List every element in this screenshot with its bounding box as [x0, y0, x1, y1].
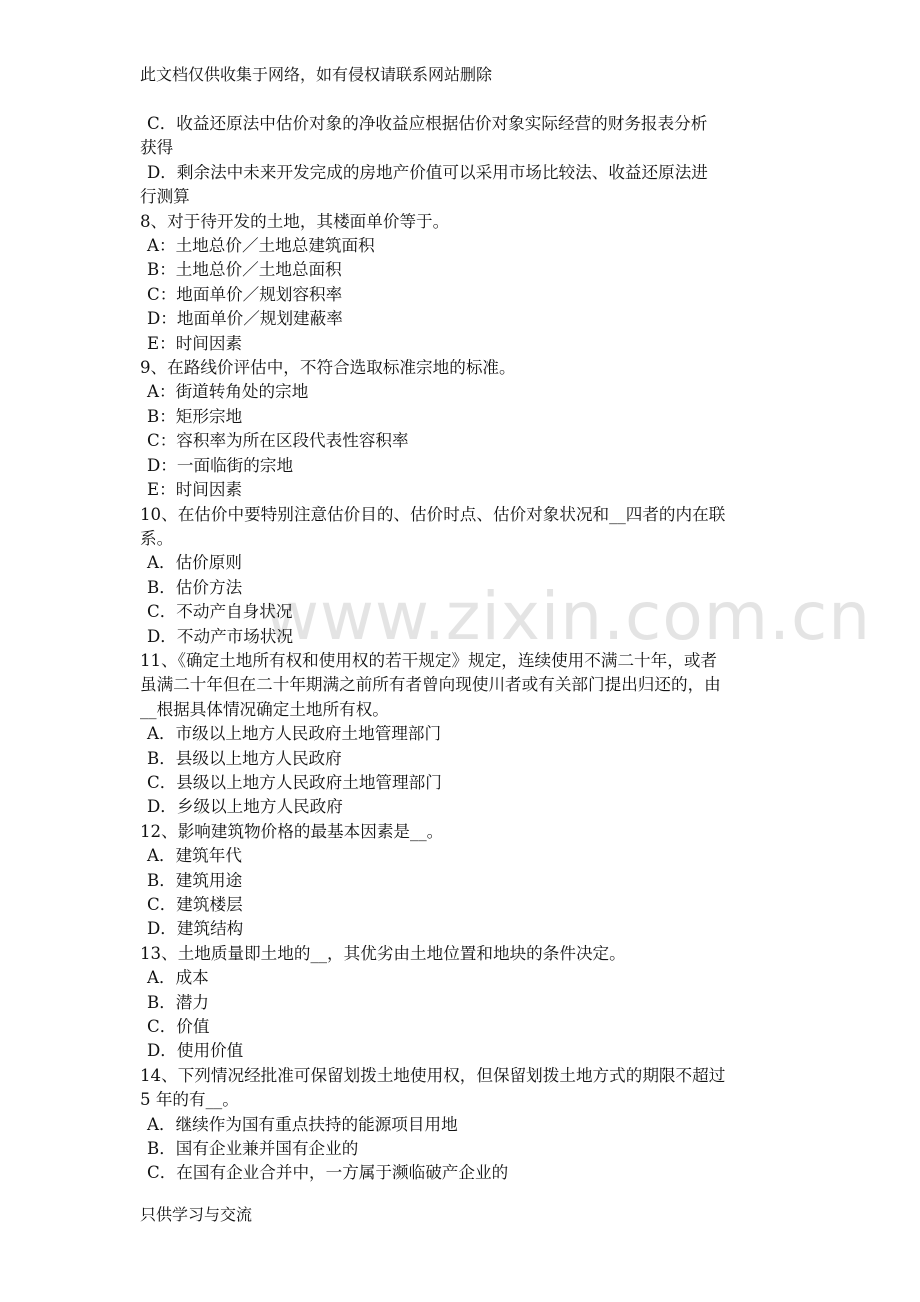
- question-text: 12、影响建筑物价格的最基本因素是__。: [140, 821, 444, 841]
- question-text: 行测算: [140, 187, 190, 207]
- answer-option: A．估价原则: [147, 553, 242, 573]
- answer-option: C．收益还原法中估价对象的净收益应根据估价对象实际经营的财务报表分析: [147, 114, 708, 133]
- answer-option: C：容积率为所在区段代表性容积率: [147, 431, 409, 451]
- answer-option: D．乡级以上地方人民政府: [147, 797, 343, 817]
- answer-option: A：街道转角处的宗地: [147, 382, 309, 402]
- question-text: 系。: [140, 528, 174, 548]
- question-text: 虽满二十年但在二十年期满之前所有者曾向现使川者或有关部门提出归还的，由: [140, 675, 721, 695]
- answer-option: D：地面单价／规划建蔽率: [147, 309, 343, 329]
- answer-option: B．国有企业兼并国有企业的: [147, 1139, 359, 1159]
- question-text: 8、对于待开发的土地，其楼面单价等于。: [140, 211, 450, 231]
- question-text: 10、在估价中要特别注意估价目的、估价时点、估价对象状况和__四者的内在联: [140, 504, 726, 524]
- answer-option: B．估价方法: [147, 577, 243, 597]
- answer-option: D：一面临街的宗地: [147, 455, 294, 475]
- watermark: www.zixin.com.cn: [265, 578, 872, 655]
- answer-option: D．建筑结构: [147, 919, 244, 939]
- question-text: 13、土地质量即土地的__，其优劣由土地位置和地块的条件决定。: [140, 943, 626, 963]
- answer-option: C．建筑楼层: [147, 895, 243, 914]
- question-text: 14、下列情况经批准可保留划拨土地使用权，但保留划拨土地方式的期限不超过: [140, 1065, 726, 1085]
- answer-option: D．不动产市场状况: [147, 626, 294, 646]
- answer-option: B．建筑用途: [147, 870, 243, 890]
- answer-option: C．在国有企业合并中，一方属于濒临破产企业的: [147, 1163, 509, 1183]
- answer-option: E：时间因素: [147, 333, 243, 353]
- question-text: 5 年的有__。: [140, 1090, 239, 1110]
- answer-option: A．市级以上地方人民政府土地管理部门: [147, 724, 442, 744]
- answer-option: D．剩余法中未来开发完成的房地产价值可以采用市场比较法、收益还原法进: [147, 162, 708, 182]
- answer-option: E：时间因素: [147, 480, 243, 500]
- question-text: 11、《确定土地所有权和使用权的若干规定》规定，连续使用不满二十年，或者: [140, 650, 718, 670]
- question-text: __根据具体情况确定土地所有权。: [140, 699, 389, 719]
- answer-option: A．继续作为国有重点扶持的能源项目用地: [147, 1114, 458, 1134]
- answer-option: A：土地总价／土地总建筑面积: [147, 236, 375, 256]
- answer-option: C．不动产自身状况: [147, 602, 293, 622]
- answer-option: A．建筑年代: [147, 846, 242, 866]
- answer-option: B：矩形宗地: [147, 406, 243, 426]
- answer-option: C．价值: [147, 1017, 210, 1037]
- answer-option: C．县级以上地方人民政府土地管理部门: [147, 772, 442, 792]
- answer-option: D．使用价值: [147, 1041, 244, 1061]
- document-body: [140, 112, 788, 1186]
- page-header: 此文档仅供收集于网络，如有侵权请联系网站删除: [140, 65, 493, 84]
- answer-option: B：土地总价／土地总面积: [147, 260, 342, 280]
- page-footer: 只供学习与交流: [140, 1205, 253, 1224]
- answer-option: A．成本: [147, 968, 209, 988]
- answer-option: B．县级以上地方人民政府: [147, 748, 342, 768]
- answer-option: B．潜力: [147, 992, 209, 1012]
- question-text: 9、在路线价评估中，不符合选取标准宗地的标准。: [140, 358, 516, 378]
- question-text: 获得: [140, 138, 174, 158]
- answer-option: C：地面单价／规划容积率: [147, 284, 343, 304]
